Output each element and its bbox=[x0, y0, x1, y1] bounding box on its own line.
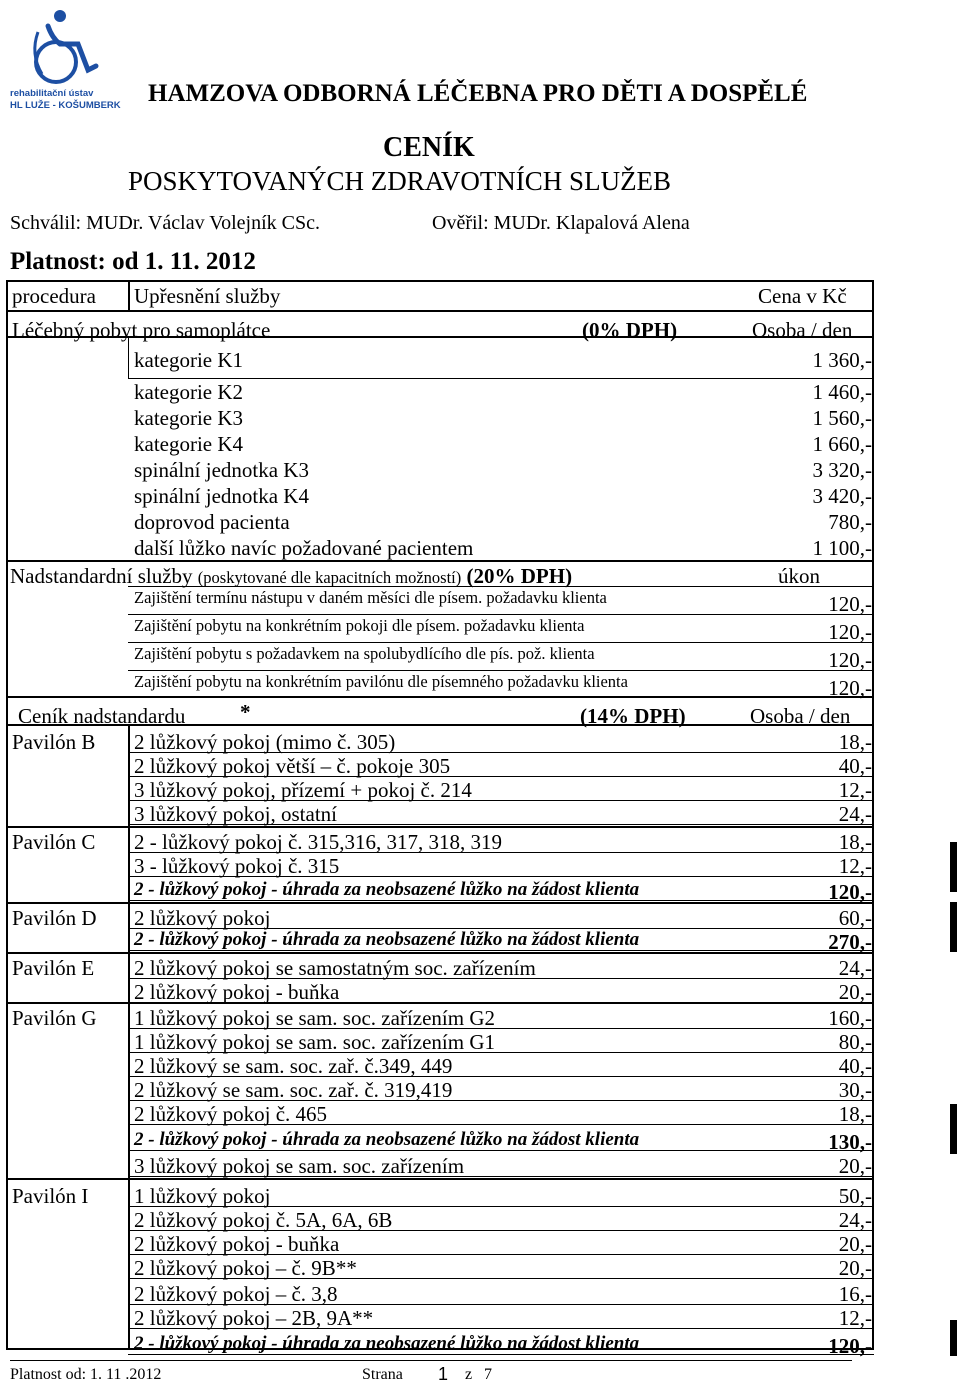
pavilion-name: Pavilón G bbox=[12, 1006, 97, 1030]
service-price: 12,- bbox=[838, 778, 872, 802]
service-label: spinální jednotka K4 bbox=[134, 484, 309, 508]
divider bbox=[6, 952, 874, 954]
validity: Platnost: od 1. 11. 2012 bbox=[10, 248, 256, 275]
footer-rule bbox=[10, 1360, 852, 1361]
divider bbox=[128, 876, 874, 877]
divider bbox=[128, 1206, 874, 1207]
divider bbox=[128, 1328, 874, 1329]
divider bbox=[128, 642, 874, 643]
service-price: 16,- bbox=[838, 1282, 872, 1306]
service-label: 1 lůžkový pokoj bbox=[134, 1184, 271, 1208]
section3-unit: Osoba / den bbox=[750, 704, 851, 728]
service-label: další lůžko navíc požadované pacientem bbox=[134, 536, 474, 560]
service-label: Zajištění pobytu s požadavkem na spolubydlícího dle pís. pož. klienta bbox=[134, 644, 595, 663]
divider bbox=[6, 336, 874, 338]
header-divider bbox=[128, 282, 130, 310]
document-subtitle: POSKYTOVANÝCH ZDRAVOTNÍCH SLUŽEB bbox=[128, 166, 672, 196]
service-price: 12,- bbox=[838, 1306, 872, 1330]
service-label: 2 lůžkový pokoj bbox=[134, 906, 271, 930]
service-label: 2 lůžkový pokoj se samostatným soc. zařízením bbox=[134, 956, 536, 980]
divider bbox=[6, 560, 874, 562]
divider bbox=[6, 724, 874, 726]
service-price: 120,- bbox=[828, 620, 872, 644]
section2-vat: (20% DPH) bbox=[466, 564, 573, 588]
service-price: 1 100,- bbox=[812, 536, 872, 560]
divider bbox=[128, 1028, 874, 1029]
service-price: 120,- bbox=[828, 880, 872, 904]
section2-title-text: Nadstandardní služby bbox=[10, 564, 193, 588]
footer-validity: Platnost od: 1. 11 .2012 bbox=[10, 1366, 162, 1383]
divider bbox=[128, 378, 874, 379]
pavilion-name: Pavilón E bbox=[12, 956, 95, 980]
divider bbox=[128, 852, 874, 853]
logo-line2: HL LUŽE - KOŠUMBERK bbox=[10, 100, 121, 111]
divider bbox=[128, 1354, 874, 1355]
service-price: 18,- bbox=[838, 830, 872, 854]
service-price: 1 360,- bbox=[812, 348, 872, 372]
margin-bar bbox=[950, 842, 957, 892]
service-price: 120,- bbox=[828, 1334, 872, 1358]
divider bbox=[128, 614, 874, 615]
service-label: Zajištění pobytu na konkrétním pavilónu dle písemného požadavku klienta bbox=[134, 672, 628, 691]
service-label: 2 - lůžkový pokoj - úhrada za neobsazené lůžko na žádost klienta bbox=[134, 1333, 640, 1354]
service-price: 80,- bbox=[838, 1030, 872, 1054]
service-label: 2 - lůžkový pokoj - úhrada za neobsazené lůžko na žádost klienta bbox=[134, 929, 640, 950]
service-price: 24,- bbox=[838, 1208, 872, 1232]
divider bbox=[6, 1178, 874, 1180]
divider bbox=[128, 1100, 874, 1101]
service-price: 120,- bbox=[828, 648, 872, 672]
service-label: spinální jednotka K3 bbox=[134, 458, 309, 482]
service-price: 780,- bbox=[828, 510, 872, 534]
divider bbox=[128, 1052, 874, 1053]
service-label: 2 lůžkový pokoj - buňka bbox=[134, 980, 340, 1004]
service-label: 2 lůžkový se sam. soc. zař. č.349, 449 bbox=[134, 1054, 453, 1078]
footer-page: 1 bbox=[438, 1364, 449, 1384]
col-service: Upřesnění služby bbox=[134, 284, 281, 308]
divider bbox=[128, 1124, 874, 1125]
service-price: 120,- bbox=[828, 592, 872, 616]
service-label: Zajištění pobytu na konkrétním pokoji dle písem. požadavku klienta bbox=[134, 616, 585, 635]
service-price: 3 420,- bbox=[812, 484, 872, 508]
divider bbox=[128, 800, 874, 801]
service-price: 130,- bbox=[828, 1130, 872, 1154]
divider bbox=[128, 336, 129, 378]
divider bbox=[128, 1076, 874, 1077]
divider bbox=[6, 696, 874, 698]
service-label: 2 - lůžkový pokoj - úhrada za neobsazené lůžko na žádost klienta bbox=[134, 1129, 640, 1150]
service-price: 20,- bbox=[838, 1232, 872, 1256]
divider bbox=[6, 902, 874, 904]
divider bbox=[128, 1278, 874, 1279]
service-label: 2 - lůžkový pokoj č. 315,316, 317, 318, 319 bbox=[134, 830, 503, 854]
section2-unit: úkon bbox=[778, 564, 820, 588]
service-price: 1 560,- bbox=[812, 406, 872, 430]
section3-title: Ceník nadstandardu bbox=[18, 704, 186, 728]
service-price: 24,- bbox=[838, 956, 872, 980]
service-label: 2 - lůžkový pokoj - úhrada za neobsazené lůžko na žádost klienta bbox=[134, 879, 640, 900]
divider bbox=[128, 978, 874, 979]
service-label: kategorie K3 bbox=[134, 406, 244, 430]
service-price: 60,- bbox=[838, 906, 872, 930]
service-price: 12,- bbox=[838, 854, 872, 878]
logo-line1: rehabilitační ústav bbox=[10, 88, 94, 99]
service-label: 2 lůžkový se sam. soc. zař. č. 319,419 bbox=[134, 1078, 453, 1102]
service-label: 3 - lůžkový pokoj č. 315 bbox=[134, 854, 340, 878]
section1-unit: Osoba / den bbox=[752, 318, 853, 342]
service-price: 30,- bbox=[838, 1078, 872, 1102]
col-price: Cena v Kč bbox=[758, 284, 847, 308]
divider bbox=[128, 586, 874, 587]
service-label: 3 lůžkový pokoj se sam. soc. zařízením bbox=[134, 1154, 465, 1178]
service-price: 1 660,- bbox=[812, 432, 872, 456]
service-price: 120,- bbox=[828, 676, 872, 700]
margin-bar bbox=[950, 1320, 957, 1356]
divider bbox=[128, 900, 874, 901]
service-price: 20,- bbox=[838, 1154, 872, 1178]
service-label: 3 lůžkový pokoj, přízemí + pokoj č. 214 bbox=[134, 778, 472, 802]
service-price: 160,- bbox=[828, 1006, 872, 1030]
service-price: 1 460,- bbox=[812, 380, 872, 404]
service-price: 18,- bbox=[838, 1102, 872, 1126]
footer-of: z bbox=[465, 1366, 473, 1383]
approved-by: Schválil: MUDr. Václav Volejník CSc. bbox=[10, 212, 320, 234]
service-label: 2 lůžkový pokoj - buňka bbox=[134, 1232, 340, 1256]
pavilion-name: Pavilón C bbox=[12, 830, 96, 854]
divider bbox=[128, 670, 874, 671]
margin-bar bbox=[950, 1104, 957, 1154]
divider bbox=[6, 826, 874, 828]
service-label: kategorie K1 bbox=[134, 348, 244, 372]
margin-bar bbox=[950, 902, 957, 952]
divider bbox=[128, 824, 874, 825]
section2-title bbox=[10, 564, 572, 588]
section3-star: * bbox=[240, 700, 251, 724]
col-procedure: procedura bbox=[12, 284, 96, 308]
service-price: 24,- bbox=[838, 802, 872, 826]
footer-total: 7 bbox=[484, 1366, 492, 1383]
service-label: doprovod pacienta bbox=[134, 510, 290, 534]
pavilion-name: Pavilón D bbox=[12, 906, 97, 930]
service-label: 2 lůžkový pokoj – č. 3,8 bbox=[134, 1282, 338, 1306]
service-price: 20,- bbox=[838, 1256, 872, 1280]
service-price: 3 320,- bbox=[812, 458, 872, 482]
service-price: 20,- bbox=[838, 980, 872, 1004]
section2-title-note: (poskytované dle kapacitních možností) bbox=[197, 568, 462, 587]
divider bbox=[128, 776, 874, 777]
service-label: 2 lůžkový pokoj (mimo č. 305) bbox=[134, 730, 396, 754]
footer-page-label: Strana bbox=[362, 1366, 403, 1383]
section1-title: Léčebný pobyt pro samoplátce bbox=[12, 318, 271, 342]
service-price: 40,- bbox=[838, 754, 872, 778]
document-title: CENÍK bbox=[383, 132, 475, 163]
divider bbox=[128, 950, 874, 951]
section3-vat: (14% DPH) bbox=[580, 704, 686, 728]
divider bbox=[128, 1254, 874, 1255]
service-label: 2 lůžkový pokoj č. 465 bbox=[134, 1102, 328, 1126]
service-label: kategorie K4 bbox=[134, 432, 244, 456]
service-label: 2 lůžkový pokoj větší – č. pokoje 305 bbox=[134, 754, 451, 778]
divider bbox=[128, 1230, 874, 1231]
service-price: 18,- bbox=[838, 730, 872, 754]
service-price: 50,- bbox=[838, 1184, 872, 1208]
institution-name: HAMZOVA ODBORNÁ LÉČEBNA PRO DĚTI A DOSPĚLÉ bbox=[148, 80, 808, 107]
logo bbox=[8, 4, 121, 114]
pavilion-name: Pavilón I bbox=[12, 1184, 89, 1208]
service-label: Zajištění termínu nástupu v daném měsíci dle písem. požadavku klienta bbox=[134, 588, 607, 607]
service-label: kategorie K2 bbox=[134, 380, 244, 404]
service-price: 40,- bbox=[838, 1054, 872, 1078]
service-label: 1 lůžkový pokoj se sam. soc. zařízením G1 bbox=[134, 1030, 495, 1054]
service-label: 2 lůžkový pokoj – 2B, 9A** bbox=[134, 1306, 374, 1330]
divider bbox=[128, 1304, 874, 1305]
divider bbox=[6, 310, 874, 312]
service-price: 270,- bbox=[828, 930, 872, 954]
divider bbox=[128, 1150, 874, 1151]
divider bbox=[6, 1002, 874, 1004]
section1-vat: (0% DPH) bbox=[582, 318, 678, 342]
service-label: 1 lůžkový pokoj se sam. soc. zařízením G2 bbox=[134, 1006, 495, 1030]
verified-by: Ověřil: MUDr. Klapalová Alena bbox=[432, 212, 690, 234]
service-label: 2 lůžkový pokoj č. 5A, 6A, 6B bbox=[134, 1208, 393, 1232]
divider bbox=[128, 1176, 874, 1177]
service-label: 3 lůžkový pokoj, ostatní bbox=[134, 802, 337, 826]
service-label: 2 lůžkový pokoj – č. 9B** bbox=[134, 1256, 357, 1280]
divider bbox=[128, 752, 874, 753]
pavilion-name: Pavilón B bbox=[12, 730, 96, 754]
